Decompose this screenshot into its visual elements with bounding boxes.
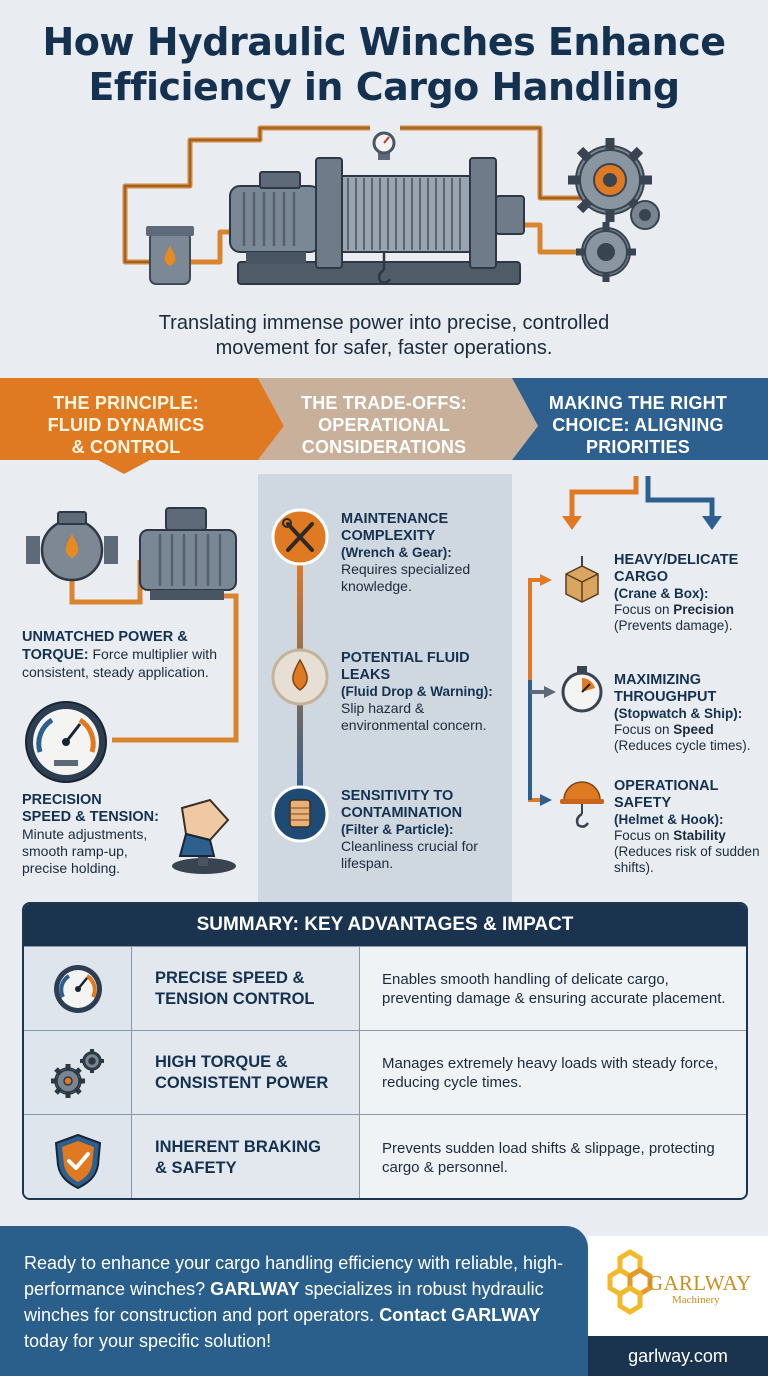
motor-icon bbox=[230, 172, 320, 264]
tradeoff-subtitle: (Wrench & Gear): bbox=[341, 545, 452, 560]
tradeoff-subtitle: (Fluid Drop & Warning): bbox=[341, 684, 493, 699]
choice-title-line-2: THROUGHPUT bbox=[614, 689, 717, 705]
phase-2-line-1: THE TRADE-OFFS: bbox=[301, 393, 467, 413]
choice-subtitle: (Stopwatch & Ship): bbox=[614, 706, 743, 721]
choice-focus bbox=[614, 828, 768, 844]
phase-2-line-2: OPERATIONAL bbox=[318, 415, 450, 435]
summary-feature bbox=[132, 1115, 360, 1200]
shield-check-icon bbox=[24, 1115, 132, 1200]
summary-feature-line-2: & SAFETY bbox=[155, 1158, 237, 1177]
summary-heading: SUMMARY: KEY ADVANTAGES & IMPACT bbox=[24, 904, 746, 946]
summary-feature-line-2: CONSISTENT POWER bbox=[155, 1073, 329, 1092]
tradeoff-text: Slip hazard & environmental concern. bbox=[341, 700, 487, 733]
phase-1-line-2: FLUID DYNAMICS bbox=[47, 415, 205, 435]
control-lever-icon bbox=[172, 800, 236, 874]
pressure-gauge-icon bbox=[374, 133, 394, 160]
summary-impact: Prevents sudden load shifts & slippage, protecting cargo & personnel. bbox=[382, 1139, 715, 1176]
precision-title-2: SPEED & TENSION: bbox=[22, 809, 159, 825]
summary-feature-line-2: TENSION CONTROL bbox=[155, 989, 315, 1008]
phase-3-line-2: CHOICE: ALIGNING bbox=[552, 415, 724, 435]
tradeoff-maintenance bbox=[341, 511, 511, 595]
phase-3-line-3: PRIORITIES bbox=[585, 437, 690, 457]
phase-tradeoffs-heading bbox=[268, 392, 500, 458]
phase-1-line-1: THE PRINCIPLE: bbox=[53, 393, 199, 413]
gauge-icon bbox=[24, 947, 132, 1031]
choice-title-line-2: CARGO bbox=[614, 569, 668, 585]
summary-row bbox=[24, 1114, 746, 1200]
tradeoff-text: Requires specialized knowledge. bbox=[341, 561, 471, 594]
phase-principle-heading bbox=[8, 392, 244, 458]
choice-title-line-1: MAXIMIZING bbox=[614, 672, 701, 688]
summary-icon-cell bbox=[24, 1031, 132, 1114]
choice-focus-prefix: Focus on bbox=[614, 602, 674, 617]
summary-icon-cell bbox=[24, 1115, 132, 1200]
cta-contact-link[interactable]: Contact GARLWAY bbox=[379, 1305, 541, 1325]
choice-note: (Reduces risk of sudden shifts). bbox=[614, 844, 760, 875]
title-line-1: How Hydraulic Winches Enhance bbox=[42, 20, 726, 64]
tradeoff-title-line-2: CONTAMINATION bbox=[341, 805, 463, 821]
choice-title-line-2: SAFETY bbox=[614, 795, 672, 811]
phase-3-line-1: MAKING THE RIGHT bbox=[548, 393, 728, 413]
power-torque-block bbox=[22, 628, 242, 681]
tradeoff-text: Cleanliness crucial for lifespan. bbox=[341, 838, 478, 871]
helmet-icon bbox=[560, 782, 604, 827]
cta-text-part-3: today for your specific solution! bbox=[24, 1331, 272, 1351]
summary-icon-cell bbox=[24, 947, 132, 1030]
summary-feature bbox=[132, 947, 360, 1030]
choice-focus-value: Speed bbox=[673, 722, 714, 737]
stopwatch-icon bbox=[563, 666, 601, 711]
logo-name: GARLWAY bbox=[648, 1271, 752, 1295]
tradeoff-title-line-2: LEAKS bbox=[341, 667, 391, 683]
precision-block bbox=[22, 792, 172, 877]
tradeoff-fluid-leaks bbox=[341, 650, 511, 734]
summary-row bbox=[24, 1030, 746, 1114]
summary-impact: Enables smooth handling of delicate cargo, preventing damage & ensuring accurate placement. bbox=[382, 970, 726, 1007]
power-torque-title: UNMATCHED POWER & bbox=[22, 629, 188, 645]
cta-text-part-2: specializes in robust hydraulic winches for construction and port operators. bbox=[24, 1279, 544, 1325]
gear-icon bbox=[631, 201, 659, 229]
summary-impact: Manages extremely heavy loads with steady force, reducing cycle times. bbox=[382, 1054, 718, 1091]
cta-text-part-1: Ready to enhance your cargo handling efficiency with reliable, high-performance winches? bbox=[24, 1253, 563, 1299]
tradeoff-title-line-2: COMPLEXITY bbox=[341, 528, 436, 544]
website-link[interactable]: garlway.com bbox=[588, 1336, 768, 1376]
tradeoff-title-line-1: POTENTIAL FLUID bbox=[341, 650, 470, 666]
phase-2-line-3: CONSIDERATIONS bbox=[301, 437, 467, 457]
precision-text: Minute adjustments, smooth ramp-up, precise holding. bbox=[22, 826, 148, 876]
phase-choice-heading bbox=[520, 392, 756, 458]
valve-icon bbox=[26, 512, 118, 580]
tagline bbox=[0, 311, 768, 361]
logo-subtitle: Machinery bbox=[672, 1294, 720, 1306]
choice-focus bbox=[614, 722, 768, 738]
choice-note: (Prevents damage). bbox=[614, 618, 733, 633]
tradeoff-title-line-1: SENSITIVITY TO bbox=[341, 788, 454, 804]
choice-subtitle: (Helmet & Hook): bbox=[614, 812, 724, 827]
tradeoff-contamination bbox=[341, 788, 511, 872]
summary-feature-line-1: HIGH TORQUE & bbox=[155, 1052, 288, 1071]
cta-text bbox=[24, 1250, 582, 1354]
gear-icon bbox=[576, 222, 636, 282]
box-icon bbox=[566, 556, 598, 602]
page-title bbox=[0, 20, 768, 110]
pump-valve-icon bbox=[146, 226, 194, 284]
choice-focus-prefix: Focus on bbox=[614, 828, 674, 843]
summary-feature-line-1: INHERENT BRAKING bbox=[155, 1137, 321, 1156]
electric-motor-icon bbox=[140, 508, 236, 600]
tagline-line-2: movement for safer, faster operations. bbox=[215, 337, 553, 359]
tradeoff-subtitle: (Filter & Particle): bbox=[341, 822, 454, 837]
pressure-gauge-icon bbox=[26, 702, 106, 782]
phase-1-line-3: & CONTROL bbox=[71, 437, 181, 457]
choice-subtitle: (Crane & Box): bbox=[614, 586, 709, 601]
choice-safety bbox=[614, 778, 768, 876]
choice-focus bbox=[614, 602, 768, 618]
choice-note: (Reduces cycle times). bbox=[614, 738, 751, 753]
power-torque-title-2: TORQUE: bbox=[22, 647, 89, 663]
summary-feature bbox=[132, 1031, 360, 1114]
title-line-2: Efficiency in Cargo Handling bbox=[88, 65, 680, 109]
summary-row bbox=[24, 946, 746, 1030]
choice-title-line-1: OPERATIONAL bbox=[614, 778, 719, 794]
power-torque-text: Force multiplier with consistent, steady application. bbox=[22, 646, 217, 680]
choice-focus-value: Stability bbox=[673, 828, 726, 843]
cta-brand: GARLWAY bbox=[210, 1279, 300, 1299]
choice-heavy-cargo bbox=[614, 552, 768, 634]
tradeoff-title-line-1: MAINTENANCE bbox=[341, 511, 449, 527]
tagline-line-1: Translating immense power into precise, controlled bbox=[158, 312, 610, 334]
choice-throughput bbox=[614, 672, 768, 754]
summary-table bbox=[22, 902, 748, 1200]
summary-feature-line-1: PRECISE SPEED & bbox=[155, 968, 305, 987]
choice-focus-prefix: Focus on bbox=[614, 722, 674, 737]
choice-title-line-1: HEAVY/DELICATE bbox=[614, 552, 739, 568]
precision-title-1: PRECISION bbox=[22, 792, 102, 808]
gears-icon bbox=[24, 1031, 132, 1115]
choice-focus-value: Precision bbox=[673, 602, 735, 617]
